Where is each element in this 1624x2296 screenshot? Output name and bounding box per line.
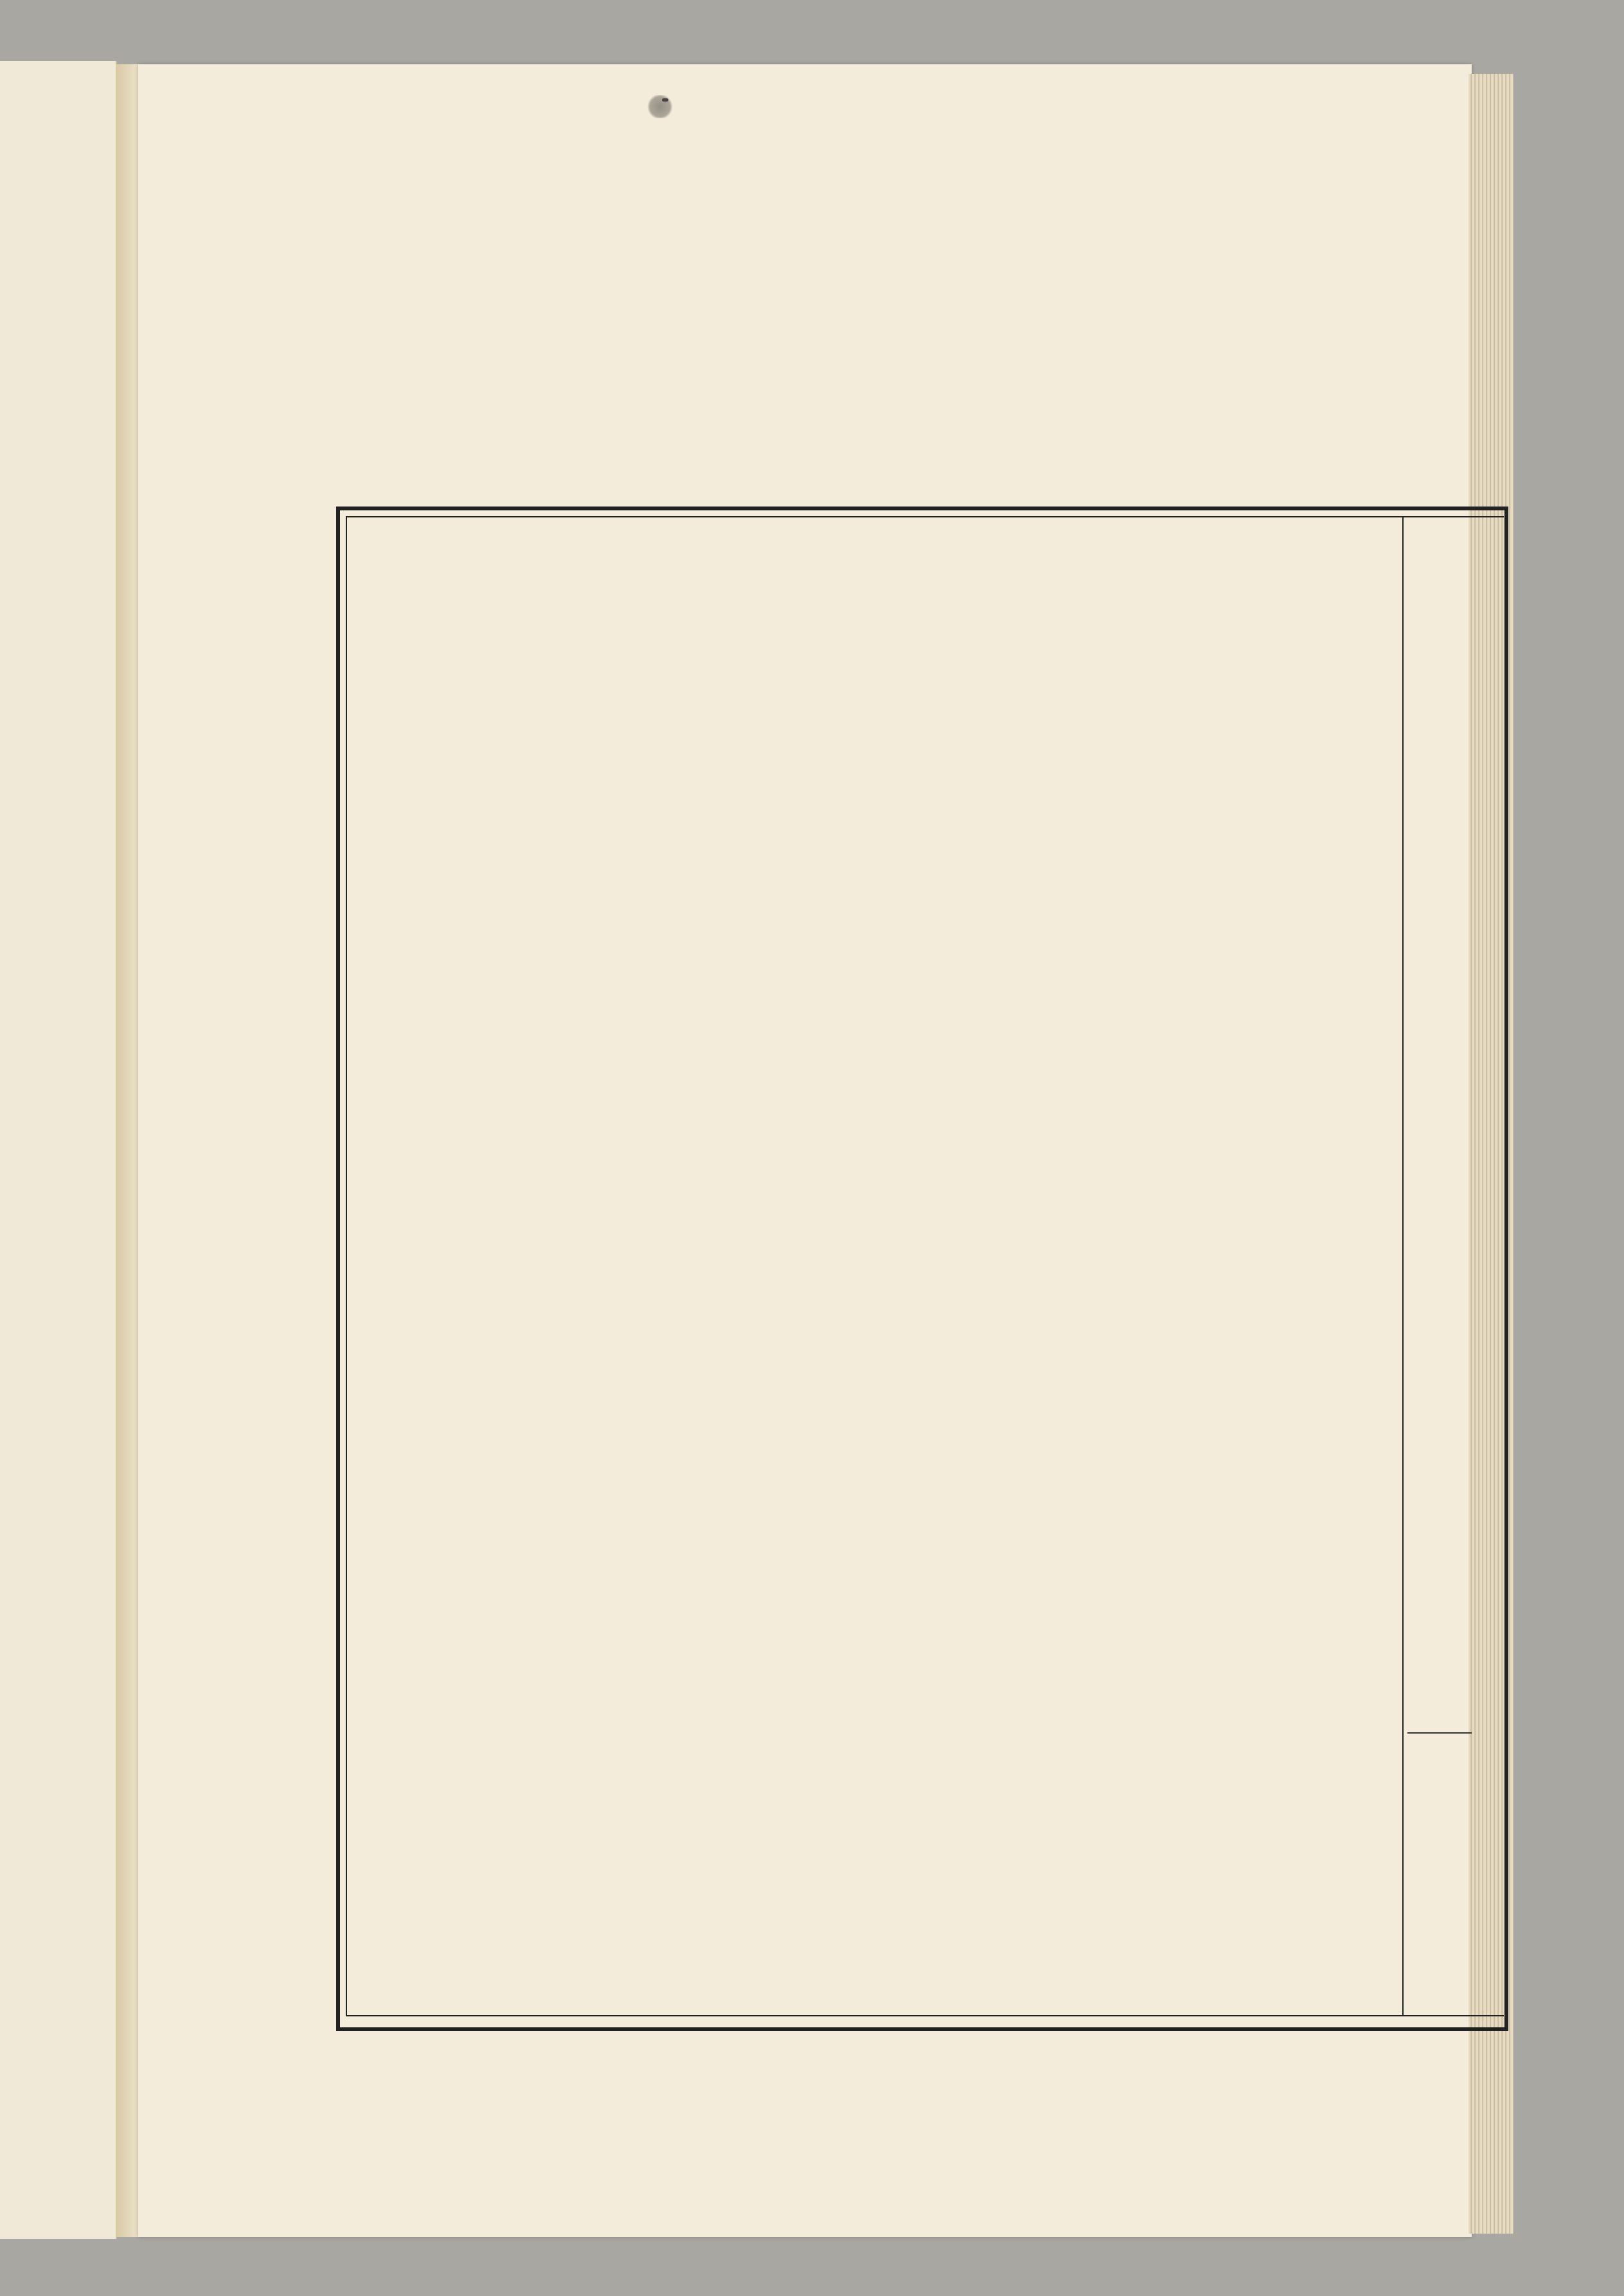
book-gutter xyxy=(116,64,141,2237)
running-head-divider xyxy=(1402,516,1404,2016)
ink-mark xyxy=(646,95,674,118)
print-frame-inner xyxy=(346,516,1504,2016)
left-page xyxy=(0,61,117,2239)
side-rule xyxy=(1407,1732,1472,1734)
ink-speck xyxy=(662,98,668,102)
